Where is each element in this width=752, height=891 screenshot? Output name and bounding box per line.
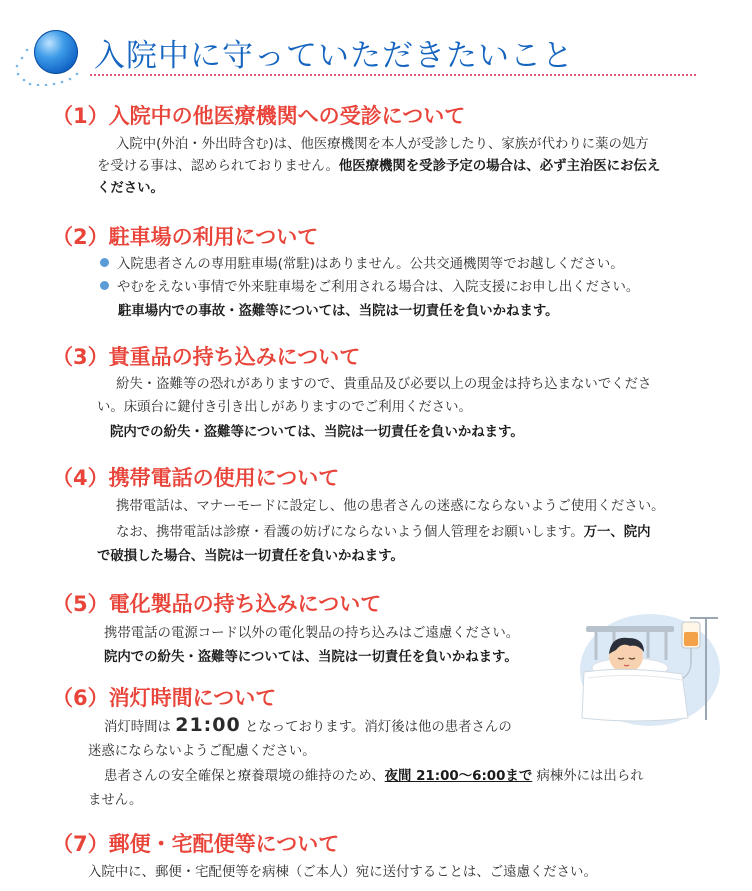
body-text: 入院中に、郵便・宅配便等を病棟（ご本人）宛に送付することは、ご遠慮ください。	[88, 865, 597, 880]
blue-sphere-icon	[34, 30, 78, 74]
bold-notice: で破損した場合、当院は一切責任を負いかねます。	[97, 549, 404, 564]
body-text: 紛失・盗難等の恐れがありますので、貴重品及び必要以上の現金は持ち込まないでくださ	[116, 377, 652, 392]
page-header	[0, 0, 752, 90]
body-text: ません。	[88, 793, 143, 808]
body-text: 消灯時間は 21:00 となっております。消灯後は他の患者さんの	[104, 714, 512, 736]
body-text: 迷惑にならないようご配慮ください。	[88, 744, 316, 759]
bullet-item: やむをえない事情で外来駐車場をご利用される場合は、入院支援にお申し出ください。	[100, 277, 639, 299]
body-text: を受ける事は、認められておりません。他医療機関を受診予定の場合は、必ず主治医にお伝え	[97, 159, 661, 174]
section-heading: （6）消灯時間について	[52, 686, 277, 710]
section-heading: （2）駐車場の利用について	[52, 225, 319, 249]
section-heading: （1）入院中の他医療機関への受診について	[52, 104, 466, 128]
bold-notice: ください。	[97, 181, 164, 196]
bullet-item: 入院患者さんの専用駐車場(常駐)はありません。公共交通機関等でお越しください。	[100, 254, 624, 276]
bold-notice: 院内での紛失・盗難等については、当院は一切責任を負いかねます。	[104, 650, 518, 665]
bold-notice: 院内での紛失・盗難等については、当院は一切責任を負いかねます。	[110, 425, 524, 440]
section-heading: （4）携帯電話の使用について	[52, 466, 340, 490]
bold-notice: 他医療機関を受診予定の場合は、必ず主治医にお伝え	[338, 159, 661, 174]
section-heading: （3）貴重品の持ち込みについて	[52, 345, 361, 369]
bold-notice: 万一、院内	[583, 525, 651, 540]
patient-in-bed-with-iv-icon	[578, 608, 728, 728]
bold-notice: 駐車場内での事故・盗難等については、当院は一切責任を負いかねます。	[118, 304, 559, 319]
page-title: 入院中に守っていただきたいこと	[94, 38, 574, 74]
title-dotted-divider	[90, 74, 696, 76]
night-hours: 夜間 21:00～6:00まで	[384, 769, 533, 784]
body-text: 入院中(外泊・外出時含む)は、他医療機関を本人が受診したり、家族が代わりに薬の処方	[116, 137, 649, 152]
section-heading: （7）郵便・宅配便等について	[52, 832, 340, 856]
body-text: い。床頭台に鍵付き引き出しがありますのでご利用ください。	[97, 400, 472, 415]
body-text: 患者さんの安全確保と療養環境の維持のため、夜間 21:00～6:00まで 病棟外には出られ	[104, 769, 644, 784]
section-heading: （5）電化製品の持ち込みについて	[52, 592, 382, 616]
body-text: 携帯電話の電源コード以外の電化製品の持ち込みはご遠慮ください。	[104, 626, 520, 641]
body-text: 携帯電話は、マナーモードに設定し、他の患者さんの迷惑にならないようご使用ください。	[116, 499, 665, 514]
lights-out-time: 21:00	[175, 714, 241, 736]
body-text: なお、携帯電話は診療・看護の妨げにならないよう個人管理をお願いします。万一、院内	[116, 525, 651, 540]
